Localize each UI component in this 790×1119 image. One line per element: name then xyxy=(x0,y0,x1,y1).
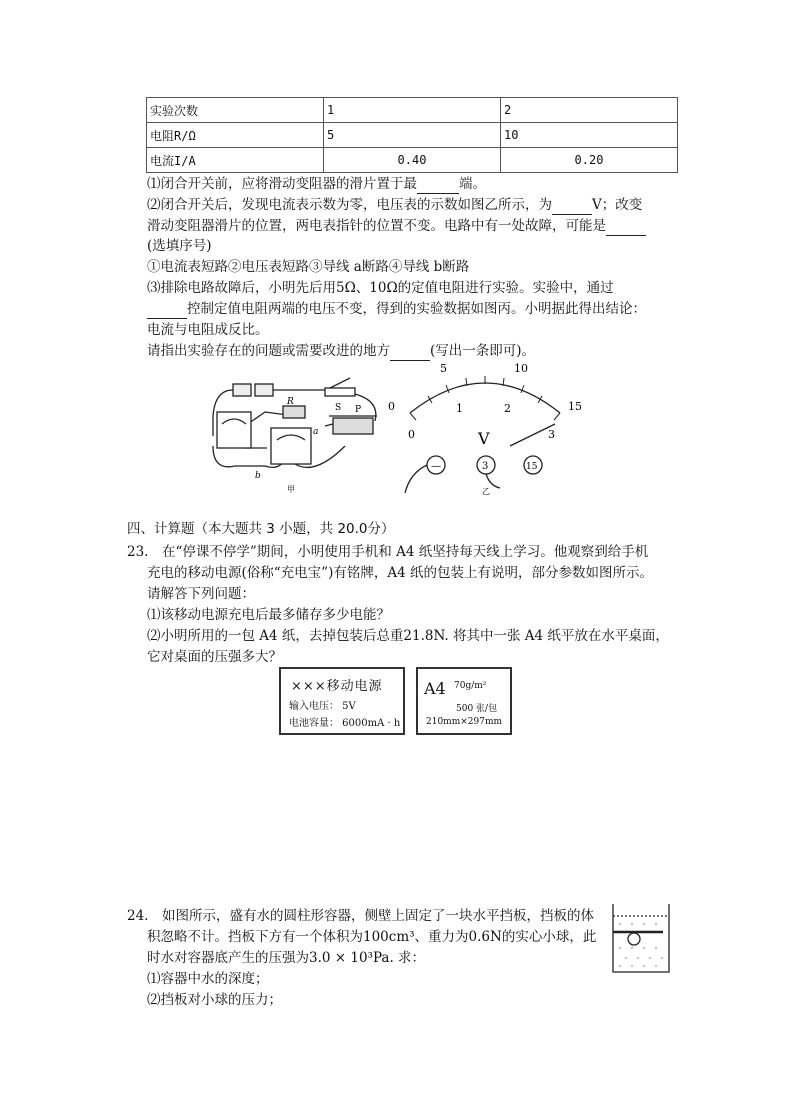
q22-part1 xyxy=(147,174,486,194)
text: ⑴闭合开关前，应将滑动变阻器的滑片置于最 xyxy=(147,176,417,192)
text: 滑动变阻器滑片的位置，两电表指针的位置不变。电路中有一处故障，可能是 xyxy=(147,218,606,234)
text: 控制定值电阻两端的电压不变，得到的实验数据如图丙。小明据此得出结论： xyxy=(187,301,646,317)
q23-line6: 它对桌面的压强多大？ xyxy=(147,649,282,665)
terminal-neg: — xyxy=(431,461,441,472)
table-cell: 2 xyxy=(501,98,678,123)
q22-part2-line2 xyxy=(147,216,646,236)
label-b: b xyxy=(255,471,261,481)
label-p: P xyxy=(355,405,362,415)
caption-yi: 乙 xyxy=(482,487,490,496)
power-bank-title: ×××移动电源 xyxy=(291,679,383,694)
text: (写出一条即可)。 xyxy=(430,343,536,359)
q22-part2-line3: (选填序号) xyxy=(147,238,212,254)
label-a: a xyxy=(313,427,319,437)
table-cell: 0.40 xyxy=(324,148,501,173)
q24-line5: ⑵挡板对小球的压力； xyxy=(147,992,282,1008)
q22-part3-line1: ⑶排除电路故障后，小明先后用5Ω、10Ω的定值电阻进行实验。实验中，通过 xyxy=(147,280,614,296)
unit-v: V xyxy=(478,429,490,448)
container-diagram xyxy=(610,902,672,974)
power-bank-capacity: 电池容量： 6000mA · h xyxy=(289,718,401,729)
table-cell: 电流I/A xyxy=(147,148,324,173)
scale-bottom-2: 2 xyxy=(504,402,511,415)
text: ⑵闭合开关后，发现电流表示数为零，电压表的示数如图乙所示，为 xyxy=(147,197,552,213)
q22-part2-line1 xyxy=(147,195,642,215)
q24-line2: 积忽略不计。挡板下方有一个体积为100cm³、重力为0.6N的实心小球，此 xyxy=(147,929,597,945)
voltmeter-dial xyxy=(380,358,600,500)
q22-options: ①电流表短路②电压表短路③导线 a断路④导线 b断路 xyxy=(147,259,470,275)
answer-blank[interactable] xyxy=(606,221,646,236)
q23-line2: 充电的移动电源(俗称“充电宝”)有铭牌，A4 纸的包装上有说明，部分参数如图所示。 xyxy=(147,565,653,581)
label-s: S xyxy=(335,403,342,413)
power-bank-label xyxy=(279,667,405,735)
table-row xyxy=(147,148,678,173)
q23-line4: ⑴该移动电源充电后最多储存多少电能？ xyxy=(147,607,390,623)
table-cell: 10 xyxy=(501,123,678,148)
q23-line3: 请解答下列问题： xyxy=(147,586,255,602)
a4-density: 70g/m² xyxy=(454,681,487,691)
terminal-3: 3 xyxy=(482,461,489,472)
q23-line5: ⑵小明所用的一包 A4 纸，去掉包装后总重21.8N. 将其中一张 A4 纸平放在水平桌面， xyxy=(147,628,669,644)
table-row xyxy=(147,98,678,123)
q23-line1: 23. 在“停课不停学”期间，小明使用手机和 A4 纸坚持每天线上学习。他观察到给手机 xyxy=(127,544,649,560)
scale-top-5: 5 xyxy=(440,362,447,375)
scale-bottom-0: 0 xyxy=(408,428,415,441)
table-cell: 0.20 xyxy=(501,148,678,173)
terminal-15: 15 xyxy=(526,462,538,472)
q22-part3-line2 xyxy=(147,299,646,319)
answer-blank[interactable] xyxy=(552,200,592,215)
scale-bottom-3: 3 xyxy=(548,428,555,441)
scale-top-0: 0 xyxy=(388,400,395,413)
a4-size: 210mm×297mm xyxy=(426,717,503,727)
q24-line3: 时水对容器底产生的压强为3.0 × 10³Pa. 求： xyxy=(147,950,426,966)
answer-blank[interactable] xyxy=(417,179,459,194)
scale-top-10: 10 xyxy=(514,362,528,375)
a4-package-label xyxy=(416,667,512,735)
q22-part3-line3: 电流与电阻成反比。 xyxy=(147,322,269,338)
text: 端。 xyxy=(459,176,486,192)
table-row xyxy=(147,123,678,148)
label-r: R xyxy=(287,397,294,407)
q24-line4: ⑴容器中水的深度； xyxy=(147,971,269,987)
table-cell: 实验次数 xyxy=(147,98,324,123)
a4-count: 500 张/包 xyxy=(456,704,498,714)
data-table xyxy=(146,97,678,173)
table-cell: 5 xyxy=(324,123,501,148)
section-title: 四、计算题（本大题共 3 小题，共 20.0分） xyxy=(127,521,395,537)
power-bank-input: 输入电压： 5V xyxy=(289,701,356,712)
q24-line1: 24. 如图所示，盛有水的圆柱形容器，侧壁上固定了一块水平挡板，挡板的体 xyxy=(127,908,594,924)
answer-blank[interactable] xyxy=(147,304,187,319)
table-cell: 1 xyxy=(324,98,501,123)
circuit-diagram xyxy=(205,376,385,496)
table-cell: 电阻R/Ω xyxy=(147,123,324,148)
text: V；改变 xyxy=(592,197,643,213)
scale-top-15: 15 xyxy=(568,400,582,413)
text: 请指出实验存在的问题或需要改进的地方 xyxy=(147,343,390,359)
caption-jia: 甲 xyxy=(287,485,295,494)
a4-title: A4 xyxy=(424,679,446,698)
scale-bottom-1: 1 xyxy=(456,402,463,415)
